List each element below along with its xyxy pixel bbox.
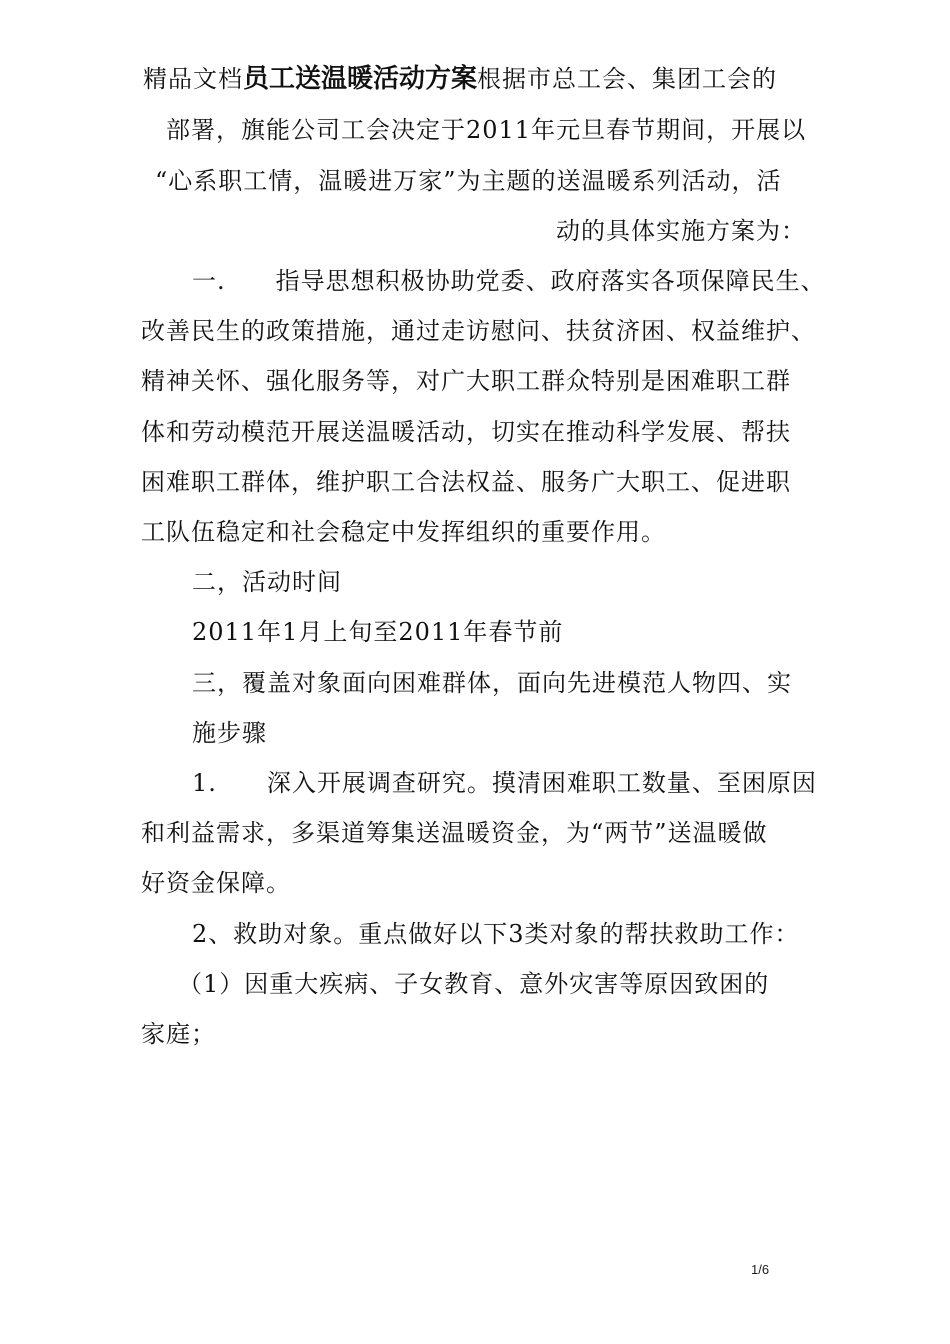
header-prefix: 精品文档	[143, 65, 243, 93]
list-item: 1. 深入开展调查研究。摸清困难职工数量、至困原因	[192, 769, 817, 797]
paragraph-line: “心系职工情，温暖进万家”为主题的送温暖系列活动，活	[155, 167, 782, 195]
paragraph-line: 改善民生的政策措施，通过走访慰问、扶贫济困、权益维护、	[141, 317, 816, 345]
section-heading: 一. 指导思想积极协助党委、政府落实各项保障民生、	[192, 267, 826, 295]
paragraph-line: 动的具体实施方案为：	[556, 217, 806, 245]
list-item: （1）因重大疾病、子女教育、意外灾害等原因致困的	[178, 970, 770, 998]
paragraph-line: 困难职工群体，维护职工合法权益、服务广大职工、促进职	[141, 468, 791, 496]
section-heading: 三，覆盖对象面向困难群体，面向先进模范人物四、实	[192, 669, 792, 697]
paragraph-line: 2011年1月上旬至2011年春节前	[192, 618, 564, 646]
paragraph-line: 和利益需求，多渠道筹集送温暖资金，为“两节”送温暖做	[141, 819, 768, 847]
document-title: 员工送温暖活动方案	[243, 64, 478, 94]
paragraph-line: 施步骤	[192, 719, 267, 747]
list-item: 2、救助对象。重点做好以下3类对象的帮扶救助工作：	[192, 920, 800, 948]
first-line	[143, 64, 777, 94]
paragraph-line: 部署，旗能公司工会决定于2011年元旦春节期间，开展以	[166, 116, 807, 144]
intro-text: 根据市总工会、集团工会的	[477, 65, 778, 93]
section-heading: 二，活动时间	[192, 568, 342, 596]
paragraph-line: 工队伍稳定和社会稳定中发挥组织的重要作用。	[141, 518, 666, 546]
paragraph-line: 精神关怀、强化服务等，对广大职工群众特别是困难职工群	[141, 367, 791, 395]
paragraph-line: 体和劳动模范开展送温暖活动，切实在推动科学发展、帮扶	[141, 418, 791, 446]
paragraph-line: 好资金保障。	[141, 869, 291, 897]
page-number: 1/6	[751, 1262, 770, 1277]
paragraph-line: 家庭；	[141, 1020, 216, 1048]
